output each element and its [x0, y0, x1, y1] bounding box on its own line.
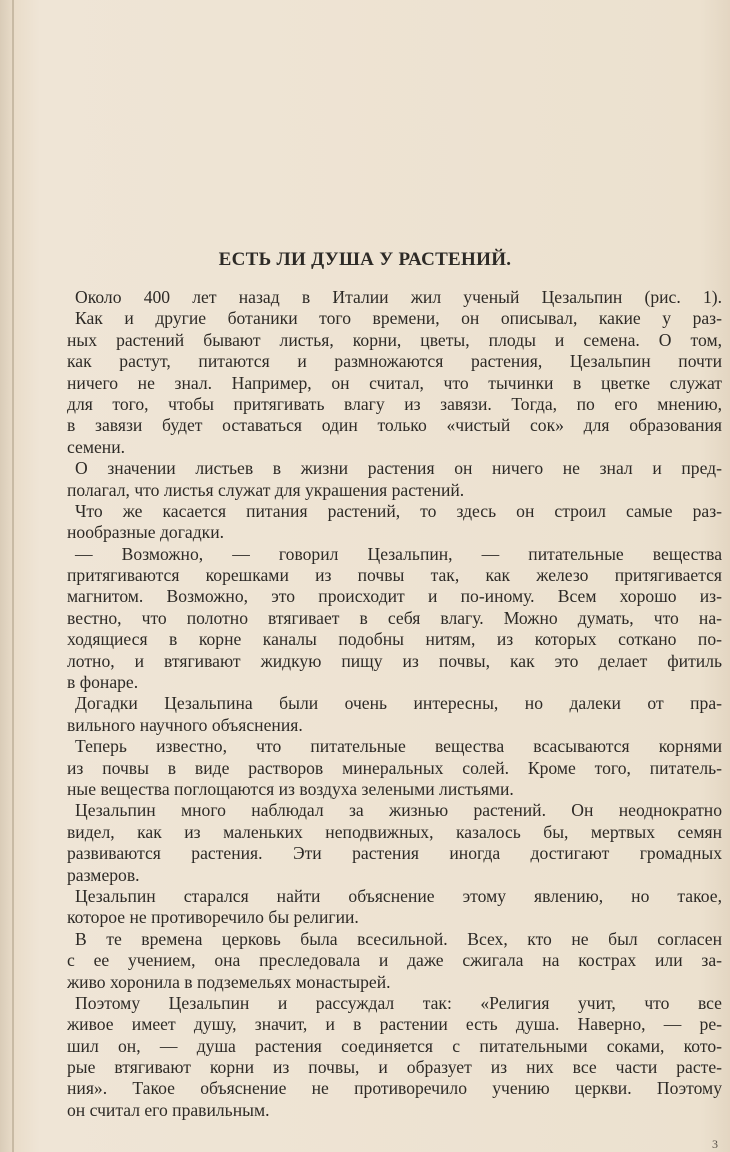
text-line: он считал его правильным. — [67, 1099, 270, 1120]
text-line: живо хоронила в подземельях монастырей. — [67, 971, 391, 992]
page-number: 3 — [712, 1137, 718, 1151]
text-line: ния». Такое объяснение не противоречило учению церкви. Поэтому — [67, 1078, 722, 1099]
text-line: ных растений бывают листья, корни, цветы, плоды и семена. О том, — [67, 329, 722, 350]
text-line: нообразные догадки. — [67, 522, 225, 543]
text-line: в фонаре. — [67, 672, 139, 693]
text-line: Догадки Цезальпина были очень интересны, но далеки от пра- — [75, 693, 722, 714]
text-line: вестно, что полотно втягивает в себя влагу. Можно думать, что на- — [67, 607, 722, 628]
text-line: полагал, что листья служат для украшения растений. — [67, 479, 465, 500]
text-line: с ее учением, она преследовала и даже сжигала на кострах или за- — [67, 950, 722, 971]
text-line: рые втягивают корни из почвы, и образует из них все части расте- — [67, 1057, 722, 1078]
page-fold — [12, 0, 14, 1152]
text-line: — Возможно, — говорил Цезальпин, — питательные вещества — [75, 543, 722, 564]
article-title: ЕСТЬ ЛИ ДУША У РАСТЕНИЙ. — [218, 249, 512, 270]
text-line: О значении листьев в жизни растения он ничего не знал и пред- — [75, 458, 722, 479]
text-line: Поэтому Цезальпин и рассуждал так: «Религия учит, что все — [75, 992, 722, 1013]
text-line: ходящиеся в корне каналы подобны нитям, из которых соткано по- — [67, 629, 722, 650]
text-line: семени. — [67, 436, 126, 457]
text-line: для того, чтобы притягивать влагу из завязи. Тогда, по его мнению, — [67, 393, 722, 414]
text-line: видел, как из маленьких неподвижных, казалось бы, мертвых семян — [67, 821, 722, 842]
text-line: Теперь известно, что питательные вещества всасываются корнями — [75, 736, 722, 757]
text-line: в завязи будет оставаться один только «чистый сок» для образования — [67, 415, 722, 436]
text-line: которое не противоречило бы религии. — [67, 907, 359, 928]
text-line: притягиваются корешками из почвы так, как железо притягивается — [67, 565, 722, 586]
text-line: магнитом. Возможно, это происходит и по-иному. Всем хорошо из- — [67, 586, 722, 607]
text-line: Цезальпин много наблюдал за жизнью растений. Он неоднократно — [75, 800, 722, 821]
text-line: размеров. — [67, 864, 140, 885]
text-line: из почвы в виде растворов минеральных солей. Кроме того, питатель- — [67, 757, 722, 778]
text-line: шил он, — душа растения соединяется с питательными соками, кото- — [67, 1035, 722, 1056]
text-line: вильного научного объяснения. — [67, 714, 303, 735]
text-line: живое имеет душу, значит, и в растении есть душа. Наверно, — ре- — [67, 1014, 722, 1035]
text-line: Цезальпин старался найти объяснение этому явлению, но такое, — [75, 885, 722, 906]
text-line: лотно, и втягивают жидкую пищу из почвы, как это делает фитиль — [67, 650, 722, 671]
text-line: Что же касается питания растений, то здесь он строил самые раз- — [75, 500, 722, 521]
text-line: развиваются растения. Эти растения иногда достигают громадных — [67, 843, 722, 864]
text-line: ничего не знал. Например, он считал, что тычинки в цветке служат — [67, 372, 722, 393]
article-body — [67, 287, 722, 1121]
text-line: Как и другие ботаники того времени, он описывал, какие у раз- — [75, 308, 722, 329]
text-line: В те времена церковь была всесильной. Всех, кто не был согласен — [75, 928, 722, 949]
text-line: Около 400 лет назад в Италии жил ученый Цезальпин (рис. 1). — [75, 287, 722, 307]
text-line: ные вещества поглощаются из воздуха зелеными листьями. — [67, 778, 514, 799]
text-line: как растут, питаются и размножаются растения, Цезальпин почти — [67, 351, 722, 372]
